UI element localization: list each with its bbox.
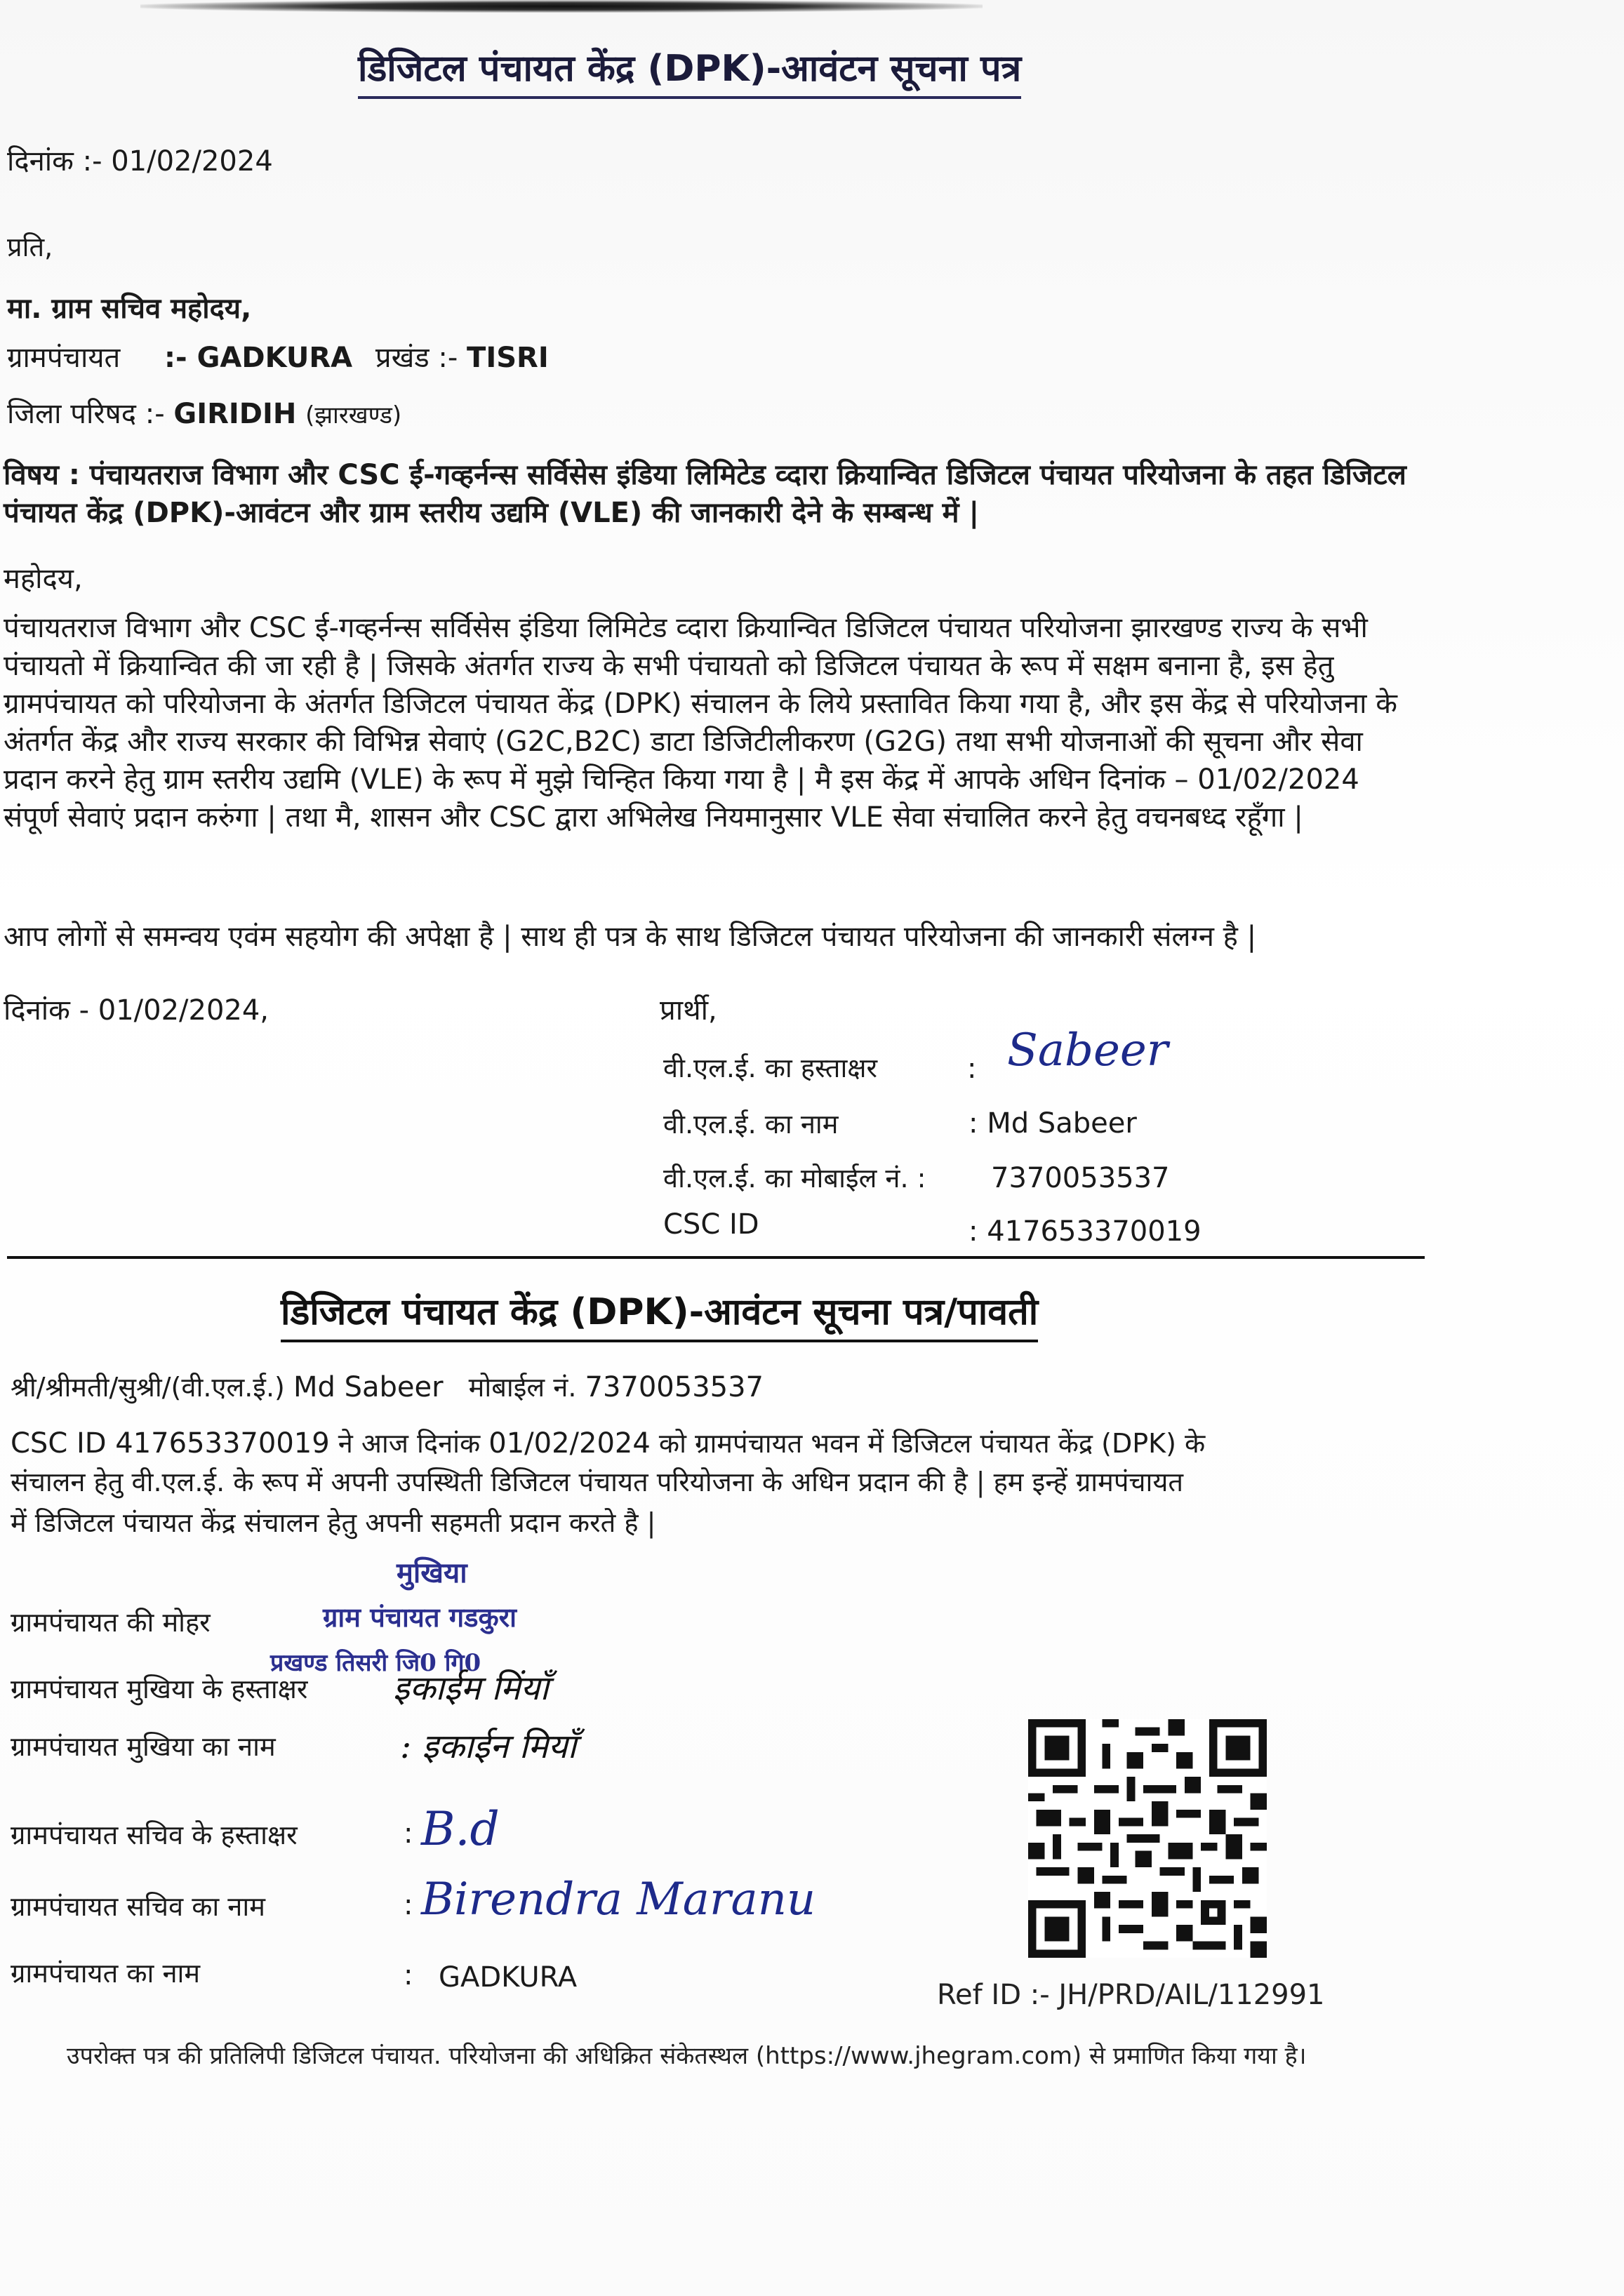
section-divider [7, 1256, 1425, 1259]
gram-panchayat-label: ग्रामपंचायत [7, 342, 121, 374]
stamp-block-district: प्रखण्ड तिसरी जि0 गि0 [270, 1649, 481, 1677]
vle-name-label: वी.एल.ई. का नाम [663, 1109, 839, 1140]
stamp-mukhiya: मुखिया [397, 1556, 467, 1589]
applicant-label: प्रार्थी, [660, 994, 717, 1027]
footer-note: उपरोक्त पत्र की प्रतिलिपी डिजिटल पंचायत. परियोजना की अधिक्रित संकेतस्थल (https://www.jhegram.com) से प्रमाणित किया गया है। [67, 2042, 1307, 2070]
qr-code-icon [1028, 1719, 1267, 1958]
district-label: जिला परिषद :- [7, 398, 165, 430]
addressee: मा. ग्राम सचिव महोदय, [7, 293, 252, 325]
stamp-gram-panchayat: ग्राम पंचायत गडकुरा [323, 1601, 517, 1633]
vle-signature: Sabeer [1007, 1024, 1169, 1076]
colon: : [404, 1959, 413, 1991]
secretary-signature: B.d [421, 1802, 500, 1856]
receipt-line-3: संचालन हेतु वी.एल.ई. के रूप में अपनी उपस्थिती डिजिटल पंचायत परियोजना के अधिन प्रदान की है | हम इन्हें ग्रामपंचायत [11, 1467, 1184, 1497]
receipt-line-1 [11, 1368, 764, 1405]
receipt-mobile: 7370053537 [585, 1371, 764, 1403]
gram-panchayat-row [7, 337, 549, 375]
letter-date: दिनांक :- 01/02/2024 [7, 145, 273, 178]
letter-title: डिजिटल पंचायत केंद्र (DPK)-आवंटन सूचना पत्र [358, 42, 1021, 99]
secretary-name-label: ग्रामपंचायत सचिव का नाम [11, 1891, 265, 1922]
csc-id-label: CSC ID [663, 1208, 759, 1241]
gram-panchayat-value: :- GADKURA [164, 342, 353, 374]
secretary-signature-label: ग्रामपंचायत सचिव के हस्ताक्षर [11, 1820, 298, 1850]
head-name-value: : इकाईन मियाँ [400, 1727, 577, 1766]
vle-mobile-label: वी.एल.ई. का मोबाईल नं. : [663, 1163, 926, 1194]
head-signature-label: ग्रामपंचायत मुखिया के हस्ताक्षर [11, 1674, 308, 1704]
body-paragraph-1: पंचायतराज विभाग और CSC ई-गव्हर्नन्स सर्विसेस इंडिया लिमिटेड व्दारा क्रियान्वित डिजिटल पंचायत परियोजना झारखण्ड राज्य के सभी पंचायतो में क्रियान्वित की जा रही है | जिसके अंतर्गत राज्य के सभी पंचायतो को डिजिटल पंचायत के रूप में सक्षम बनाना है, इस हेतु ग्रामपंचायत को परियोजना के अंतर्गत डिजिटल पंचायत केंद्र (DPK) संचालन के लिये प्रस्तावित किया गया है, और इस केंद्र से परियोजना के अंतर्गत केंद्र और राज्य सरकार की विभिन्न सेवाएं (G2C,B2C) डाटा डिजिटीलीकरण (G2G) तथा सभी योजनाओं की सूचना और सेवा प्रदान करने हेतु ग्राम स्तरीय उद्यमि (VLE) के रूप में मुझे चिन्हित किया गया है | मै इस केंद्र में आपके अधिन दिनांक – 01/02/2024 संपूर्ण सेवाएं प्रदान करुंगा | तथा मै, शासन और CSC द्वारा अभिलेख नियमानुसार VLE सेवा संचालित करने हेतु वचनबध्द रहूँगा | [4, 612, 1397, 834]
receipt-line-2 [11, 1424, 1205, 1461]
salutation: महोदय, [4, 563, 83, 595]
receipt-honorific: श्री/श्रीमती/सुश्री/(वी.एल.ई.) [11, 1372, 285, 1403]
vle-name-value: : Md Sabeer [969, 1107, 1137, 1140]
vle-signature-label: वी.एल.ई. का हस्ताक्षर [663, 1053, 878, 1083]
seal-label: ग्रामपंचायत की मोहर [11, 1607, 211, 1638]
panchayat-name-label: ग्रामपंचायत का नाम [11, 1958, 201, 1989]
district-row [7, 393, 401, 432]
block-label: प्रखंड :- [375, 342, 458, 374]
colon: : [404, 1817, 413, 1850]
csc-id-value: : 417653370019 [969, 1215, 1202, 1248]
to-label: प्रति, [7, 232, 53, 262]
state-name: (झारखण्ड) [305, 401, 402, 429]
head-name-label: ग्रामपंचायत मुखिया का नाम [11, 1731, 276, 1762]
reference-id: Ref ID :- JH/PRD/AIL/112991 [937, 1979, 1325, 2011]
panchayat-name-value: GADKURA [439, 1961, 578, 1994]
colon: : [404, 1889, 413, 1921]
vle-mobile-value: 7370053537 [991, 1162, 1170, 1194]
subject-label: विषय : [4, 459, 80, 491]
receipt-title: डिजिटल पंचायत केंद्र (DPK)-आवंटन सूचना पत्र/पावती [281, 1286, 1038, 1342]
body-paragraph-2: आप लोगों से समन्वय एवंम सहयोग की अपेक्षा है | साथ ही पत्र के साथ डिजिटल पंचायत परियोजना की जानकारी संलग्न है | [4, 921, 1257, 953]
receipt-line-2-text: ने आज दिनांक [338, 1428, 481, 1459]
subject-paragraph [4, 456, 1421, 532]
colon: : [967, 1053, 977, 1085]
receipt-line-4: में डिजिटल पंचायत केंद्र संचालन हेतु अपनी सहमती प्रदान करते है | [11, 1507, 656, 1538]
receipt-vle-name: Md Sabeer [293, 1371, 444, 1403]
signing-date: दिनांक - 01/02/2024, [4, 994, 269, 1027]
receipt-csc-id: CSC ID 417653370019 [11, 1427, 330, 1460]
receipt-date: 01/02/2024 [488, 1427, 651, 1460]
receipt-line-2-rest: को ग्रामपंचायत भवन में डिजिटल पंचायत केंद्र (DPK) के [658, 1428, 1206, 1459]
block-value: TISRI [467, 342, 549, 374]
subject-text: पंचायतराज विभाग और CSC ई-गव्हर्नन्स सर्विसेस इंडिया लिमिटेड व्दारा क्रियान्वित डिजिटल पंचायत परियोजना के तहत डिजिटल पंचायत केंद्र (DPK)-आवंटन और ग्राम स्तरीय उद्यमि (VLE) की जानकारी देने के सम्बन्ध में | [4, 459, 1406, 529]
page-edge-shadow [140, 0, 983, 13]
head-signature: इकाईम मिंयाँ [393, 1669, 549, 1708]
district-value: GIRIDIH [173, 398, 297, 430]
secretary-name-value: Birendra Maranu [421, 1874, 816, 1925]
receipt-mobile-label: मोबाईल नं. [468, 1372, 577, 1403]
